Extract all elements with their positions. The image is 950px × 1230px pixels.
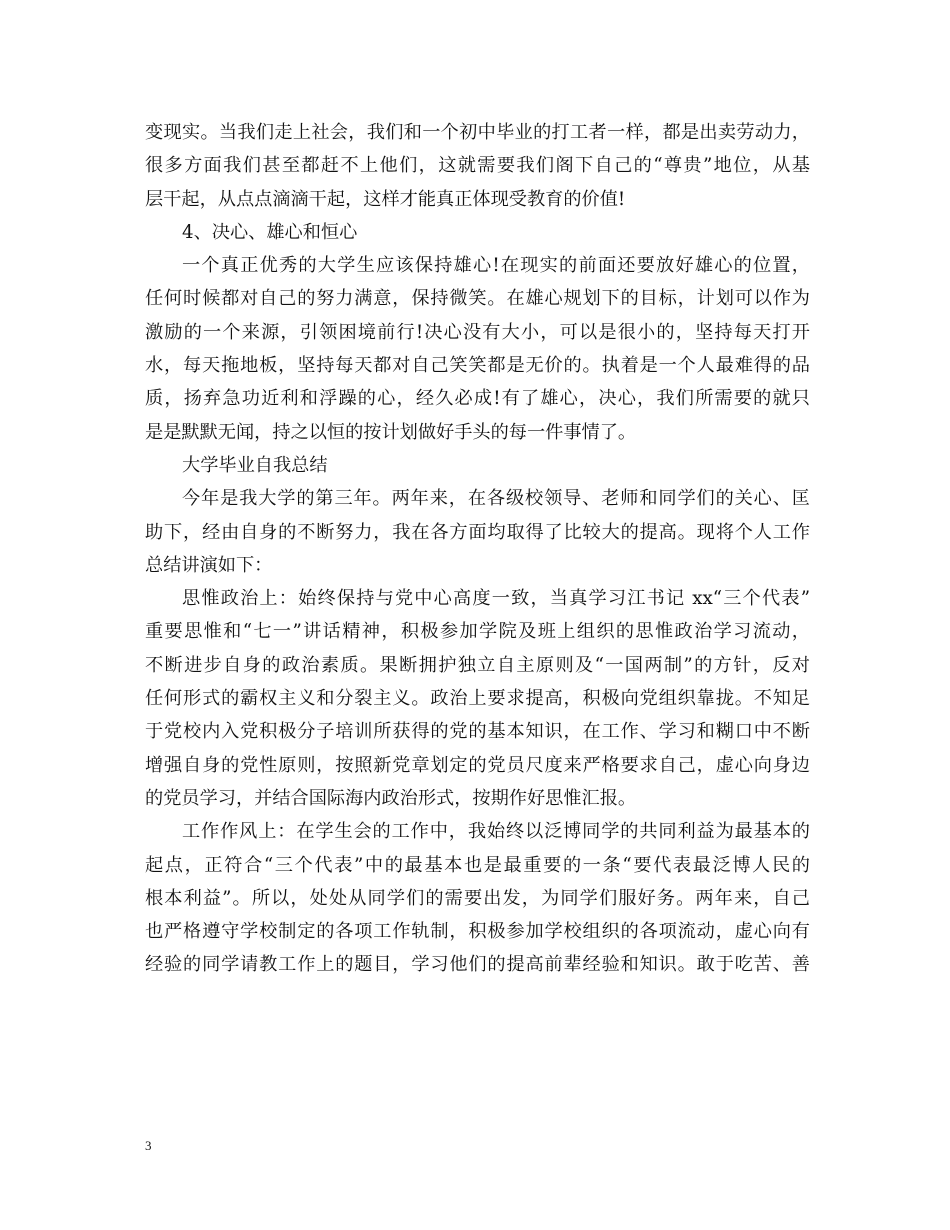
heading-text: 大学毕业自我总结 [182,454,328,476]
text-line: 增强自身的党性原则，按照新党章划定的党员尺度来严格要求自己，虚心向身边 [145,754,810,776]
text-line: 质，扬弃急功近利和浮躁的心，经久必成!有了雄心，决心，我们所需要的就只 [145,388,810,410]
text-line: 总结讲演如下： [145,554,273,576]
section-heading [145,449,810,482]
page-number: 3 [145,1138,152,1153]
document-body [145,116,810,982]
text-line: 根本利益”。所以，处处从同学们的需要出发，为同学们服好务。两年来，自己 [145,887,810,909]
text-line: 助下，经由自身的不断努力，我在各方面均取得了比较大的提高。现将个人工作 [145,521,810,543]
section-heading [145,216,810,249]
paragraph [145,249,810,449]
paragraph [145,582,810,815]
paragraph-continuation [145,116,810,216]
text-line: 起点，正符合“三个代表”中的最基本也是最重要的一条“要代表最泛博人民的 [145,854,810,876]
text-line: 今年是我大学的第三年。两年来，在各级校领导、老师和同学们的关心、匡 [182,488,810,510]
text-line: 变现实。当我们走上社会，我们和一个初中毕业的打工者一样，都是出卖劳动力， [145,122,810,143]
text-line: 不断进步自身的政治素质。果断拥护独立自主原则及“一国两制”的方针，反对 [145,654,810,676]
text-line: 任何时候都对自己的努力满意，保持微笑。在雄心规划下的目标，计划可以作为 [145,288,810,310]
text-line: 层干起，从点点滴滴干起，这样才能真正体现受教育的价值! [145,188,626,210]
text-line: 重要思惟和“七一”讲话精神，积极参加学院及班上组织的思惟政治学习流动， [145,621,810,643]
text-line: 激励的一个来源，引领困境前行!决心没有大小，可以是很小的，坚持每天打开 [145,321,810,343]
paragraph [145,815,810,981]
text-line: 也严格遵守学校制定的各项工作轨制，积极参加学校组织的各项流动，虚心向有 [145,921,810,943]
heading-text: 4、决心、雄心和恒心 [182,221,358,243]
paragraph [145,482,810,582]
text-line: 一个真正优秀的大学生应该保持雄心!在现实的前面还要放好雄心的位置， [182,255,810,277]
text-line: 任何形式的霸权主义和分裂主义。政治上要求提高，积极向党组织靠拢。不知足 [145,688,810,710]
text-line: 水，每天拖地板，坚持每天都对自己笑笑都是无价的。执着是一个人最难得的品 [145,355,810,377]
text-line: 思惟政治上：始终保持与党中心高度一致，当真学习江书记 xx“三个代表” [182,588,810,610]
text-line: 经验的同学请教工作上的题目，学习他们的提高前辈经验和知识。敢于吃苦、善 [145,954,810,976]
text-line: 很多方面我们甚至都赶不上他们，这就需要我们阁下自己的“尊贵”地位，从基 [145,155,810,177]
text-line: 于党校内入党积极分子培训所获得的党的基本知识，在工作、学习和糊口中不断 [145,721,810,743]
text-line: 是是默默无闻，持之以恒的按计划做好手头的每一件事情了。 [145,421,637,443]
text-line: 的党员学习，并结合国际海内政治形式，按期作好思惟汇报。 [145,787,637,809]
text-line: 工作作风上：在学生会的工作中，我始终以泛博同学的共同利益为最基本的 [182,821,810,843]
